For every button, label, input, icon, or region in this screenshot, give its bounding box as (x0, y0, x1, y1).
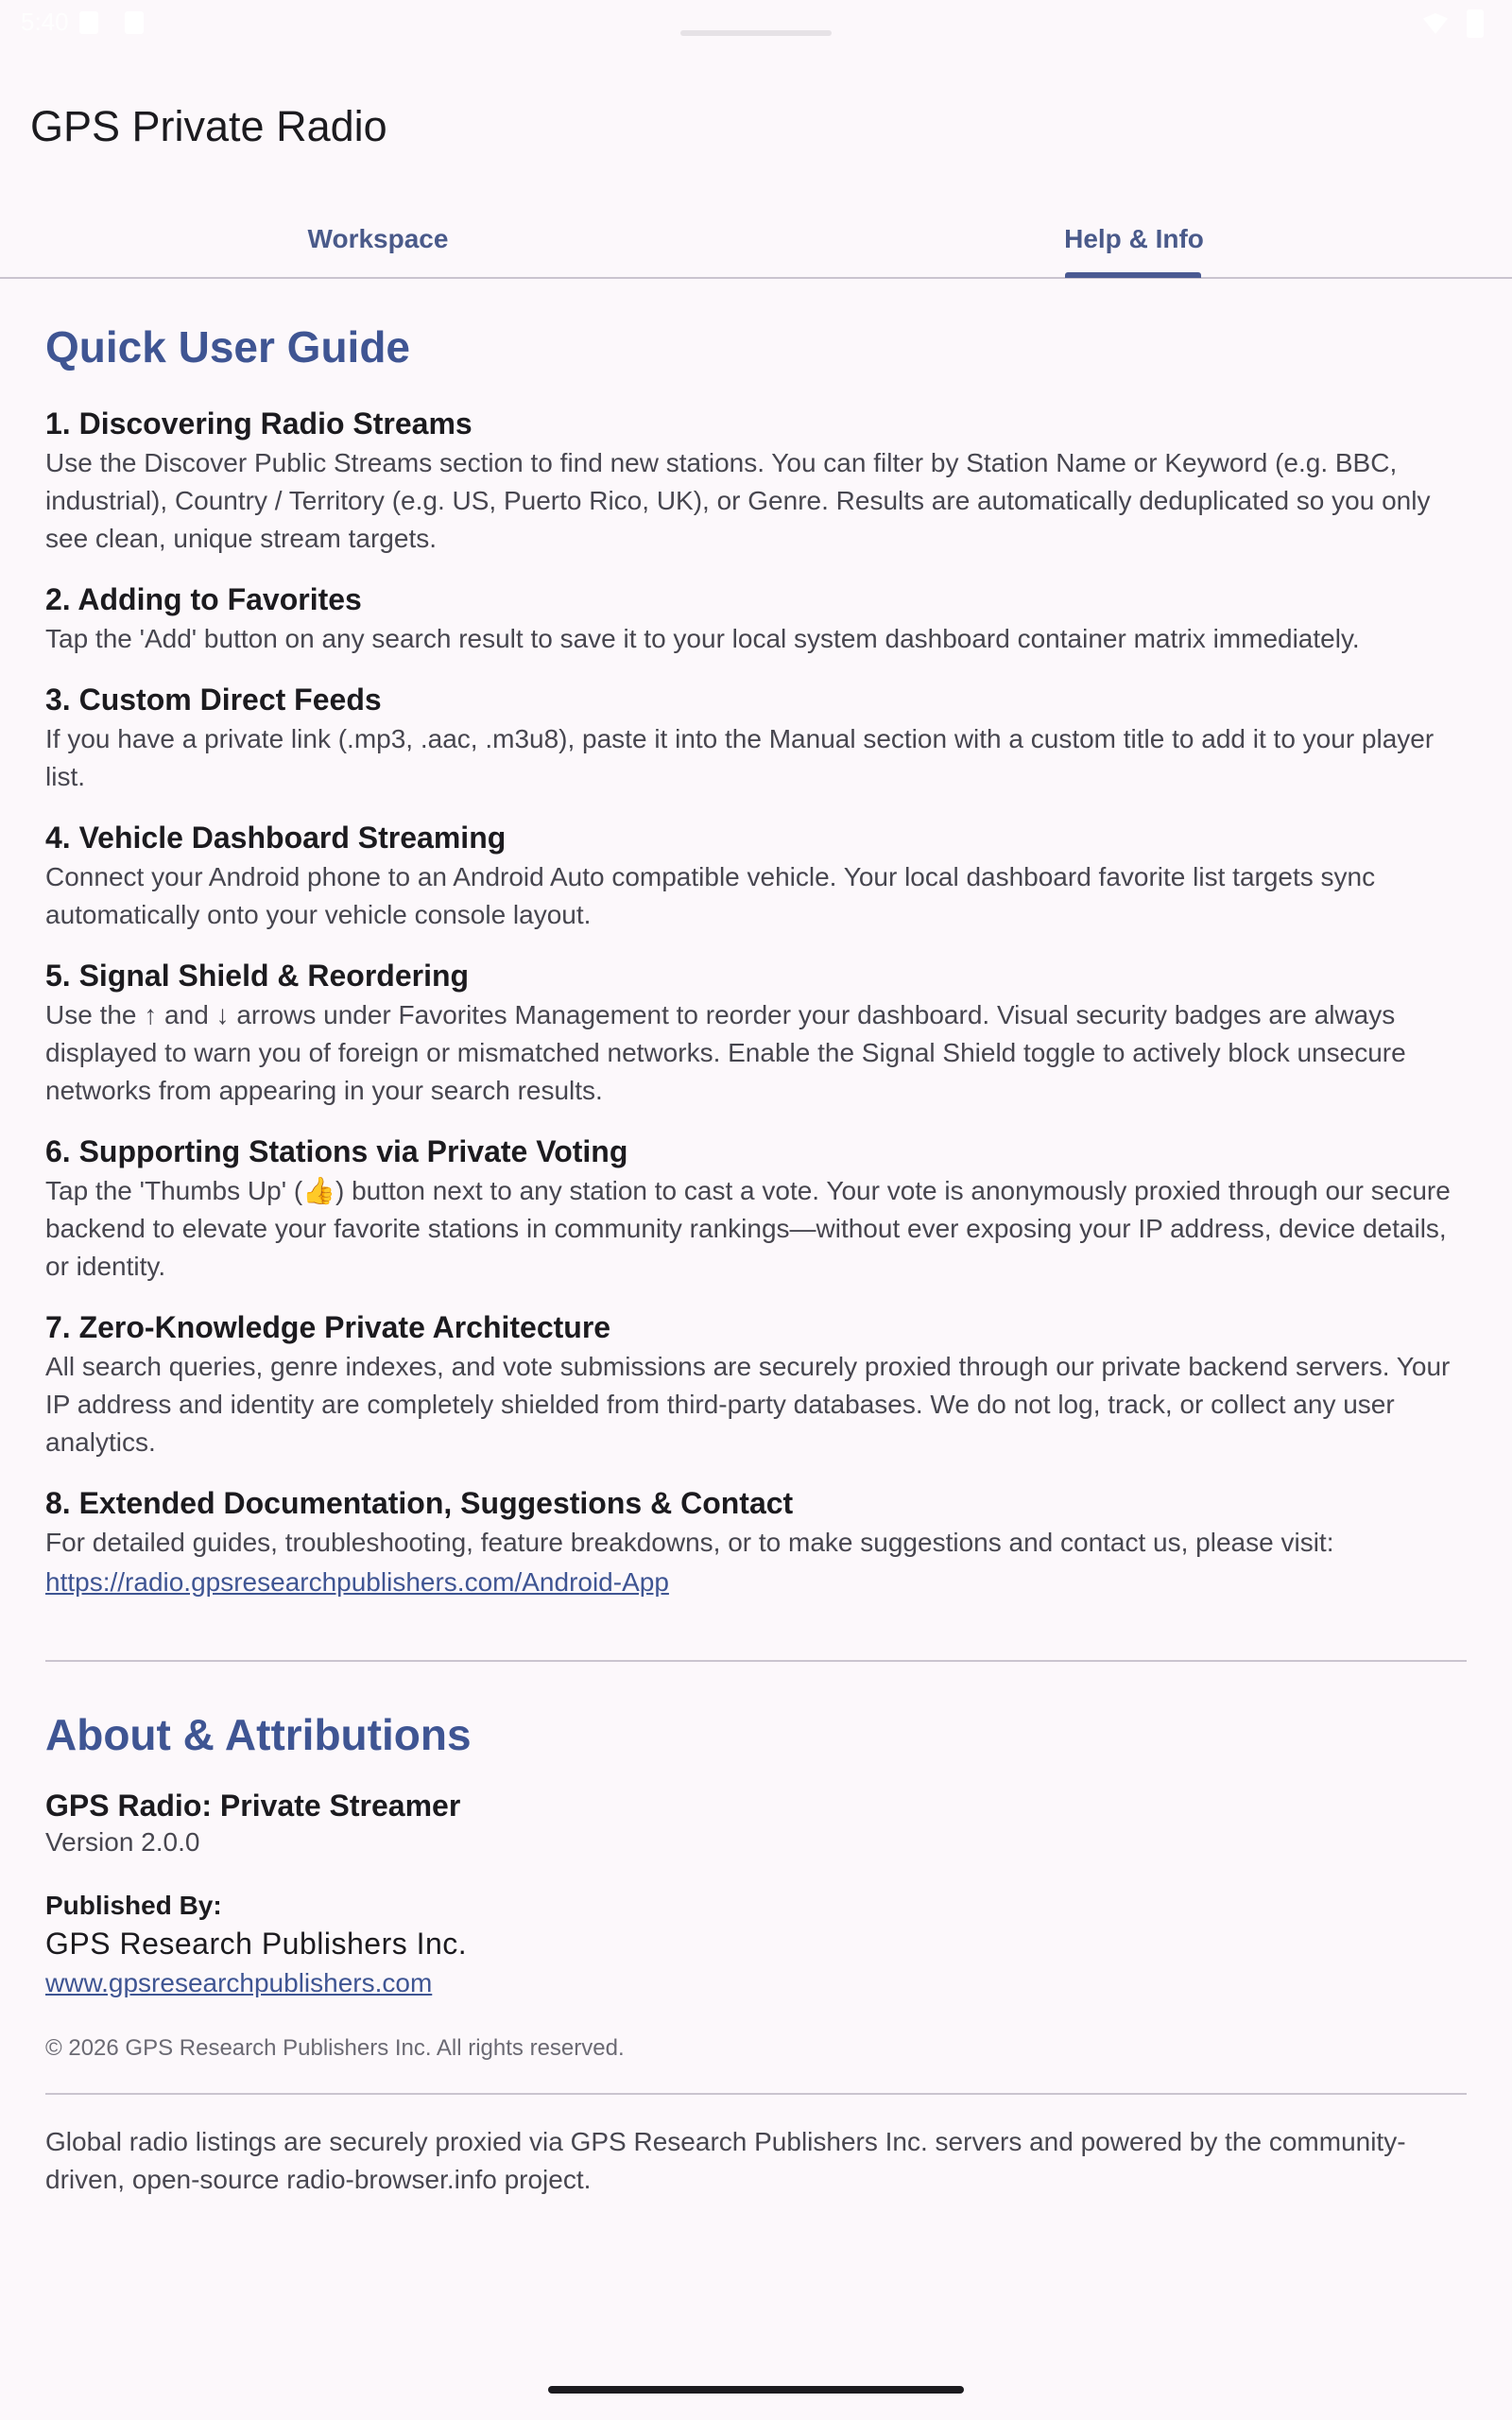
wifi-icon (1423, 13, 1448, 34)
window-drag-handle[interactable] (680, 30, 832, 36)
section-body: Use the ↑ and ↓ arrows under Favorites Management to reorder your dashboard. Visual security badges are always displayed to warn you of foreign or mismatched networks. Enable the Signal Shield toggle to actively block unsecure networks from appearing in your search results. (45, 1000, 1406, 1105)
home-gesture-bar[interactable] (548, 2386, 964, 2394)
battery-icon (1467, 9, 1484, 38)
about-app-name: GPS Radio: Private Streamer (45, 1789, 461, 1823)
tab-workspace[interactable]: Workspace (307, 223, 449, 253)
section-heading: 5. Signal Shield & Reordering (45, 959, 470, 993)
section-body: For detailed guides, troubleshooting, feature breakdowns, or to make suggestions and contact us, please visit: (45, 1528, 1334, 1557)
divider (45, 1660, 1467, 1662)
section-heading: 4. Vehicle Dashboard Streaming (45, 821, 507, 855)
section-body: Tap the 'Thumbs Up' (👍) button next to any station to cast a vote. Your vote is anonymously proxied through our secure backend to elevate your favorite stations in community rankings—without ever exposing your IP address, device details, or identity. (45, 1176, 1451, 1281)
section-heading: 7. Zero-Knowledge Private Architecture (45, 1310, 611, 1344)
section-body: Tap the 'Add' button on any search result to save it to your local system dashboard container matrix immediately. (45, 624, 1360, 653)
attribution-note: Global radio listings are securely proxied via GPS Research Publishers Inc. servers and powered by the community-driven, open-source radio-browser.info project. (45, 2127, 1406, 2194)
guide-section (45, 579, 1467, 658)
divider (45, 2093, 1467, 2095)
tab-help-info[interactable]: Help & Info (1064, 223, 1204, 253)
notification-icon (79, 11, 98, 34)
section-heading: 2. Adding to Favorites (45, 582, 362, 616)
tab-bar (0, 199, 1512, 279)
publisher-name: GPS Research Publishers Inc. (45, 1927, 468, 1961)
section-body: Use the Discover Public Streams section to find new stations. You can filter by Station Name or Keyword (e.g. BBC, industrial), Country / Territory (e.g. US, Puerto Rico, UK), or Genre. Results are automatically deduplicated so you only see clean, unique stream targets. (45, 448, 1431, 553)
guide-section (45, 1306, 1467, 1461)
section-heading: 6. Supporting Stations via Private Voting (45, 1134, 628, 1168)
documentation-link[interactable]: https://radio.gpsresearchpublishers.com/Android-App (45, 1567, 669, 1597)
publisher-website-link[interactable]: www.gpsresearchpublishers.com (45, 1968, 433, 1997)
section-body: All search queries, genre indexes, and vote submissions are securely proxied through our private backend servers. Your IP address and identity are completely shielded from third-party databases. We do not log, track, or collect any user analytics. (45, 1352, 1451, 1457)
guide-section (45, 817, 1467, 934)
active-tab-indicator (1065, 272, 1201, 278)
sim-card-icon (125, 11, 144, 34)
guide-section (45, 1482, 1467, 1603)
status-bar (0, 0, 1512, 47)
about-version: Version 2.0.0 (45, 1827, 200, 1857)
guide-section (45, 955, 1467, 1110)
section-heading: 8. Extended Documentation, Suggestions & Contact (45, 1486, 794, 1520)
guide-section (45, 403, 1467, 558)
help-content[interactable] (45, 321, 1467, 2199)
guide-title: Quick User Guide (45, 322, 411, 372)
guide-section (45, 1131, 1467, 1286)
published-by-label: Published By: (45, 1891, 222, 1920)
copyright-text: © 2026 GPS Research Publishers Inc. All rights reserved. (45, 2035, 625, 2061)
guide-section (45, 679, 1467, 796)
app-title: GPS Private Radio (30, 102, 387, 150)
about-title: About & Attributions (45, 1710, 472, 1759)
section-body: If you have a private link (.mp3, .aac, .m3u8), paste it into the Manual section with a custom title to add it to your player list. (45, 724, 1435, 791)
section-body: Connect your Android phone to an Android Auto compatible vehicle. Your local dashboard favorite list targets sync automatically onto your vehicle console layout. (45, 862, 1376, 929)
status-time: 5:40 (21, 8, 69, 36)
section-heading: 1. Discovering Radio Streams (45, 406, 472, 441)
section-heading: 3. Custom Direct Feeds (45, 683, 382, 717)
